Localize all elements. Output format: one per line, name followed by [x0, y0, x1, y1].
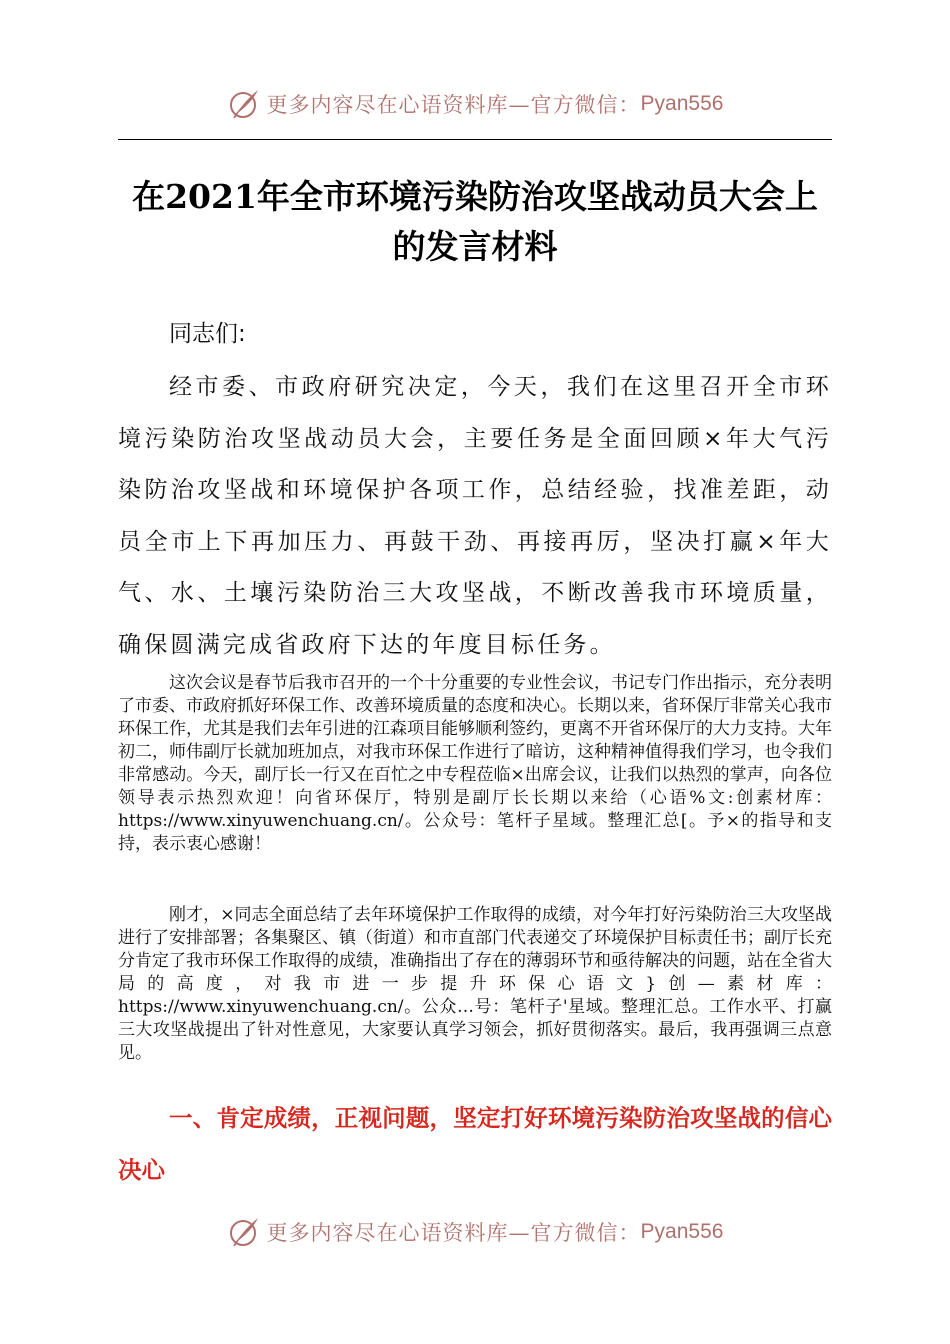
banner-text: 更多内容尽在心语资料库—官方微信：: [266, 1221, 641, 1245]
banner-text: 更多内容尽在心语资料库—官方微信：: [266, 93, 641, 117]
paragraph-1: 经市委、市政府研究决定，今天，我们在这里召开全市环境污染防治攻坚战动员大会，主要任务是全面回顾×年大气污染防治攻坚战和环境保护各项工作，总结经验，找准差距，动员全市上下再加压力、再鼓干劲、再接再厉，坚决打赢×年大气、水、土壤污染防治三大攻坚战，不断改善我市环境质量，确保圆满完成省政府下达的年度目标任务。: [118, 374, 832, 658]
document-title: 在2021年全市环境污染防治攻坚战动员大会上的发言材料: [132, 177, 818, 266]
paragraph-3: 刚才，×同志全面总结了去年环境保护工作取得的成绩，对今年打好污染防治三大攻坚战进行了安排部署；各集聚区、镇（街道）和市直部门代表递交了环境保护目标责任书；副厅长充分肯定了我市环保工作取得的成绩，准确指出了存在的薄弱环节和亟待解决的问题，站在全省大局的高度，对我市进一步提升环保心语文}创—素材库：https://www.xinyuwenchuang.cn/。公众…号：笔杆子'星域。整理汇总。工作水平、打赢三大攻坚战提出了针对性意见，大家要认真学习领会，抓好贯彻落实。最后，我再强调三点意见。: [118, 905, 832, 1063]
header-banner: [0, 84, 950, 124]
banner-wechat-id: Pyan556: [640, 92, 724, 115]
paragraph-2: 这次会议是春节后我市召开的一个十分重要的专业性会议，书记专门作出指示，充分表明了市委、市政府抓好环保工作、改善环境质量的态度和决心。长期以来，省环保厅非常关心我市环保工作，尤其是我们去年引进的江森项目能够顺利签约，更离不开省环保厅的大力支持。大年初二，师伟副厅长就加班加点，对我市环保工作进行了暗访，这种精神值得我们学习，也令我们非常感动。今天，副厅长一行又在百忙之中专程莅临×出席会议，让我们以热烈的掌声，向各位领导表示热烈欢迎！向省环保厅，特别是副厅长长期以来给（心语%文:创素材库：https://www.xinyuwenchuang.cn/。公众号：笔杆子星域。整理汇总[。予×的指导和支持，表示衷心感谢！: [118, 673, 832, 854]
footer-banner: [0, 1212, 950, 1252]
greeting: 同志们:: [169, 321, 246, 347]
banner-wechat-id: Pyan556: [640, 1220, 724, 1243]
section-heading-1: 一、肯定成绩，正视问题，坚定打好环境污染防治攻坚战的信心决心: [118, 1104, 832, 1184]
header-divider: [118, 139, 832, 140]
quill-logo-icon: [227, 87, 261, 121]
quill-logo-icon: [227, 1215, 261, 1249]
